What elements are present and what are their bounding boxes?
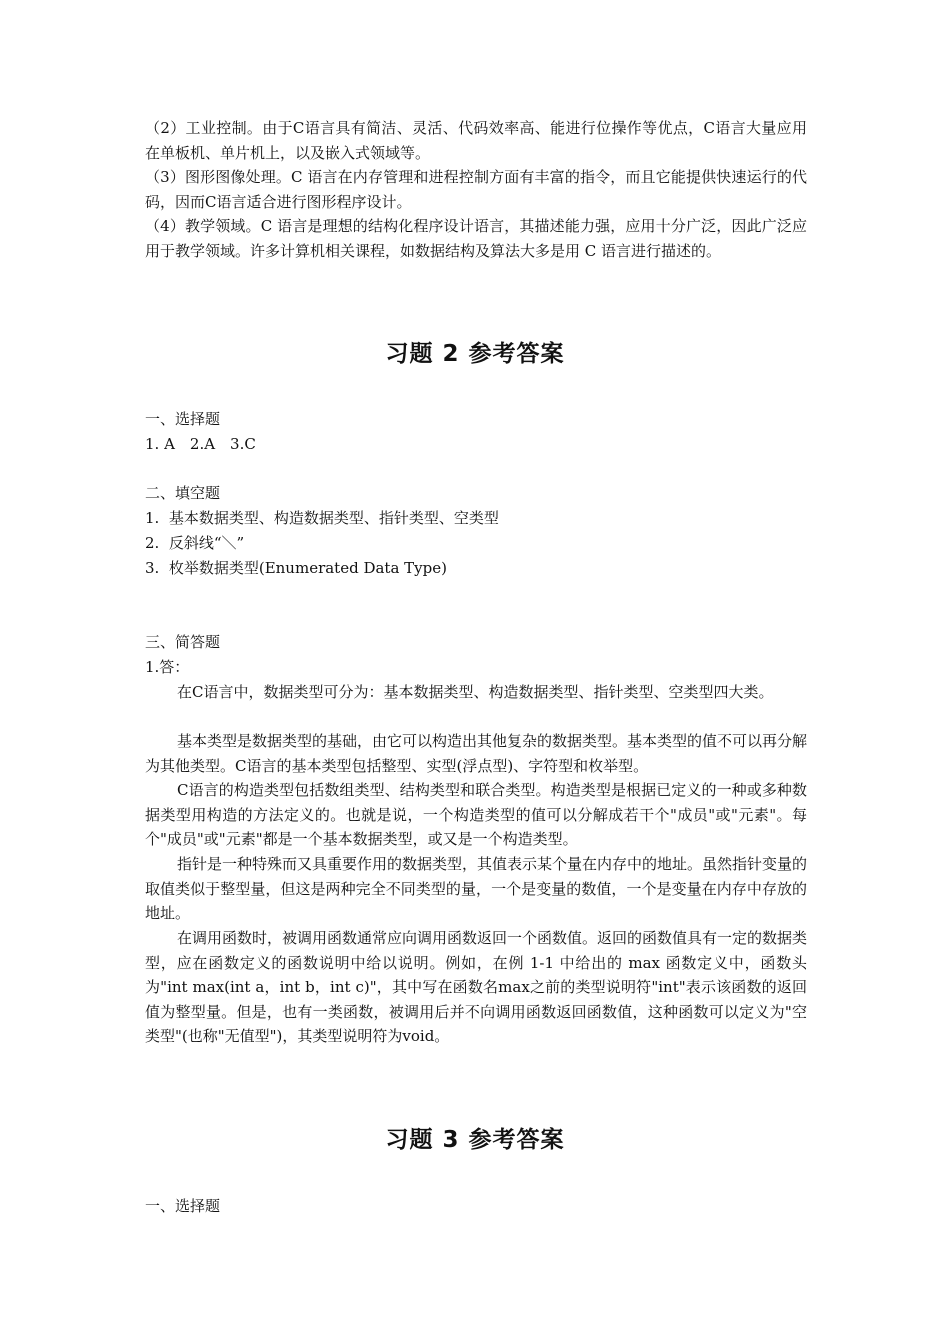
fill-title: 二、填空题 <box>145 484 221 502</box>
short-answer-title: 三、简答题 <box>145 633 221 651</box>
answer-label: 1.答： <box>145 658 190 676</box>
fill-answer-2: 2. 反斜线“＼” <box>145 534 245 552</box>
heading-suffix: 参考答案 <box>468 341 565 367</box>
choice-answers: 1. A 2.A 3.C <box>145 435 256 453</box>
heading-suffix: 参考答案 <box>468 1127 565 1153</box>
intro-paragraph-teaching: （4）教学领域。C 语言是理想的结构化程序设计语言，其描述能力强，应用十分广泛，因此广泛应用于教学领域。许多计算机相关课程，如数据结构及算法大多是用 C 语言进行描述的。 <box>145 217 807 260</box>
section-2-heading <box>0 339 950 369</box>
answer-paragraph-categories: 在C语言中，数据类型可分为：基本数据类型、构造数据类型、指针类型、空类型四大类。 <box>177 683 774 701</box>
choice-title: 一、选择题 <box>145 410 221 428</box>
heading-number: 2 <box>442 341 460 367</box>
answer-paragraph-pointer: 指针是一种特殊而又具重要作用的数据类型，其值表示某个量在内存中的地址。虽然指针变量的取值类似于整型量，但这是两种完全不同类型的量，一个是变量的数值，一个是变量在内存中存放的地址。 <box>145 855 808 922</box>
section-3-choice-title: 一、选择题 <box>145 1197 221 1215</box>
heading-number: 3 <box>442 1127 460 1153</box>
answer-paragraph-void: 在调用函数时，被调用函数通常应向调用函数返回一个函数值。返回的函数值具有一定的数据类型，应在函数定义的函数说明中给以说明。例如，在例 1-1 中给出的 max 函数定义中，函数头为"int max(int a，int b，int c)"，其中写在函数名max之前的类型说明符"int"表示该函数的返回值为整型量。但是，也有一类函数，被调用后并不向调用函数返回函数值，这种函数可以定义为"空类型"(也称"无值型")，其类型说明符为void。 <box>145 929 808 1045</box>
answer-paragraph-basic-types: 基本类型是数据类型的基础，由它可以构造出其他复杂的数据类型。基本类型的值不可以再分解为其他类型。C语言的基本类型包括整型、实型(浮点型)、字符型和枚举型。 <box>145 732 808 775</box>
intro-paragraph-industrial: （2）工业控制。由于C语言具有简洁、灵活、代码效率高、能进行位操作等优点，C语言大量应用在单板机、单片机上，以及嵌入式领域等。 <box>145 119 807 162</box>
heading-prefix: 习题 <box>385 1127 434 1153</box>
fill-answer-3: 3. 枚举数据类型(Enumerated Data Type) <box>145 559 447 577</box>
fill-answer-1: 1. 基本数据类型、构造数据类型、指针类型、空类型 <box>145 509 499 527</box>
heading-prefix: 习题 <box>385 341 434 367</box>
section-3-heading <box>0 1125 950 1155</box>
intro-paragraph-graphics: （3）图形图像处理。C 语言在内存管理和进程控制方面有丰富的指令，而且它能提供快速运行的代码，因而C语言适合进行图形程序设计。 <box>145 168 807 211</box>
answer-paragraph-constructed-types: C语言的构造类型包括数组类型、结构类型和联合类型。构造类型是根据已定义的一种或多种数据类型用构造的方法定义的。也就是说，一个构造类型的值可以分解成若干个"成员"或"元素"。每个"成员"或"元素"都是一个基本数据类型，或又是一个构造类型。 <box>145 781 807 848</box>
